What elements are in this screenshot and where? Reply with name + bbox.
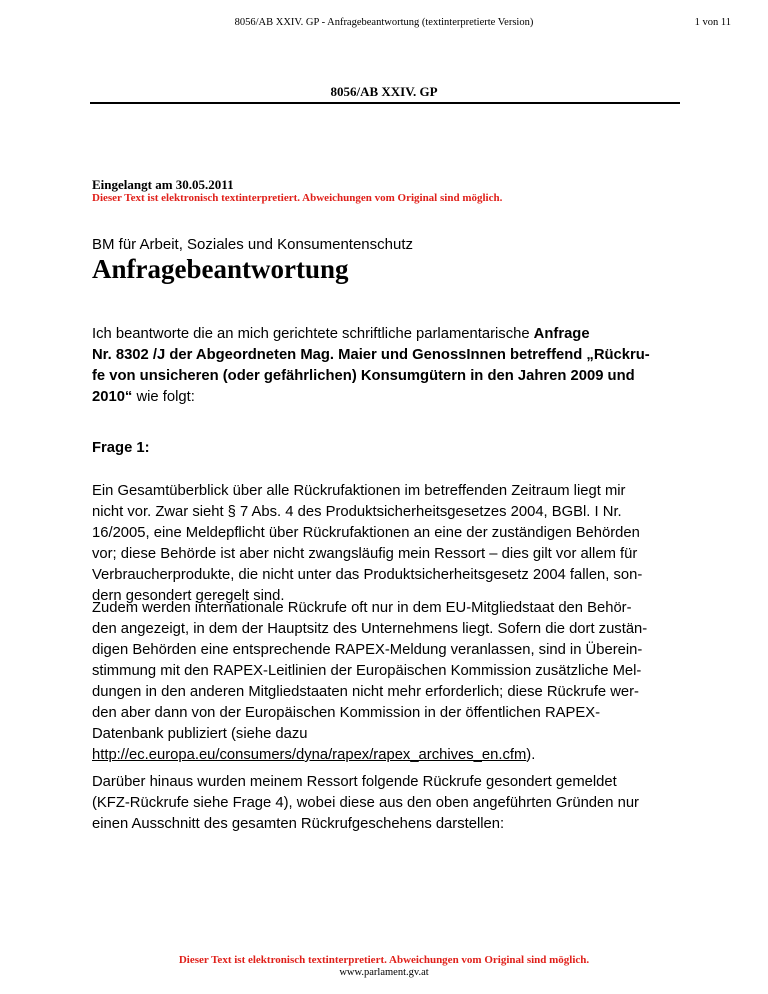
paragraph-line: einen Ausschnitt des gesamten Rückrufgeschehens darstellen:	[92, 816, 505, 832]
paragraph-line: 16/2005, eine Meldepflicht über Rückrufaktionen an eine der zuständigen Behörden	[92, 525, 640, 541]
page-title: Anfragebeantwortung	[92, 254, 349, 284]
ministry-name: BM für Arbeit, Soziales und Konsumentenschutz	[92, 236, 414, 253]
paragraph-line: dern gesondert geregelt sind.	[92, 588, 285, 604]
paragraph-line: Verbraucherprodukte, die nicht unter das Produktsicherheitsgesetz 2004 fallen, son-	[92, 567, 643, 583]
answer-paragraph-2	[92, 598, 682, 766]
page-indicator: 1 von 11	[694, 17, 731, 28]
paragraph-line: Datenbank publiziert (siehe dazu	[92, 726, 308, 742]
paragraph-line: vor; diese Behörde ist aber nicht zwangsläufig mein Ressort – dies gilt vor allem für	[92, 546, 638, 562]
received-date: Eingelangt am 30.05.2011	[92, 177, 234, 192]
intro-bold: 2010“	[92, 389, 133, 405]
paragraph-line: nicht vor. Zwar sieht § 7 Abs. 4 des Produktsicherheitsgesetzes 2004, BGBl. I Nr.	[92, 504, 622, 520]
paragraph-end: ).	[526, 747, 536, 763]
paragraph-line: stimmung mit den RAPEX-Leitlinien der Europäischen Kommission zusätzliche Mel-	[92, 663, 642, 679]
answer-paragraph-3	[92, 772, 682, 835]
paragraph-line: dungen in den anderen Mitgliedstaaten nicht mehr erforderlich; diese Rückrufe wer-	[92, 684, 639, 700]
rapex-archive-link[interactable]: http://ec.europa.eu/consumers/dyna/rapex/rapex_archives_en.cfm	[92, 747, 527, 763]
document-number: 8056/AB XXIV. GP	[330, 84, 438, 99]
intro-paragraph	[92, 324, 682, 408]
running-header-title: 8056/AB XXIV. GP - Anfragebeantwortung (textinterpretierte Version)	[234, 17, 534, 28]
disclaimer-footer: Dieser Text ist elektronisch textinterpretiert. Abweichungen vom Original sind möglich.	[178, 954, 590, 966]
answer-paragraph-1	[92, 481, 682, 607]
paragraph-line: Darüber hinaus wurden meinem Ressort folgende Rückrufe gesondert gemeldet	[92, 774, 617, 790]
header-rule	[90, 102, 680, 104]
paragraph-line: den aber dann von der Europäischen Kommission in der öffentlichen RAPEX-	[92, 705, 601, 721]
intro-text: wie folgt:	[132, 389, 195, 405]
footer-url: www.parlament.gv.at	[339, 967, 429, 978]
disclaimer-top: Dieser Text ist elektronisch textinterpretiert. Abweichungen vom Original sind möglich.	[92, 192, 503, 204]
intro-line: fe von unsicheren (oder gefährlichen) Konsumgütern in den Jahren 2009 und	[92, 368, 635, 384]
intro-line: Nr. 8302 /J der Abgeordneten Mag. Maier und GenossInnen betreffend „Rückru-	[92, 347, 650, 363]
paragraph-line: (KFZ-Rückrufe siehe Frage 4), wobei diese aus den oben angeführten Gründen nur	[92, 795, 639, 811]
intro-text: Ich beantworte die an mich gerichtete schriftliche parlamentarische	[92, 326, 534, 342]
question-heading: Frage 1:	[92, 440, 150, 456]
paragraph-line: Zudem werden internationale Rückrufe oft nur in dem EU-Mitgliedstaat den Behör-	[92, 600, 632, 616]
paragraph-line: Ein Gesamtüberblick über alle Rückrufaktionen im betreffenden Zeitraum liegt mir	[92, 483, 626, 499]
paragraph-line: den angezeigt, in dem der Hauptsitz des Unternehmens liegt. Sofern die dort zustän-	[92, 621, 648, 637]
intro-bold: Anfrage	[533, 326, 590, 342]
paragraph-line: digen Behörden eine entsprechende RAPEX-Meldung veranlassen, sind in Überein-	[92, 642, 643, 658]
